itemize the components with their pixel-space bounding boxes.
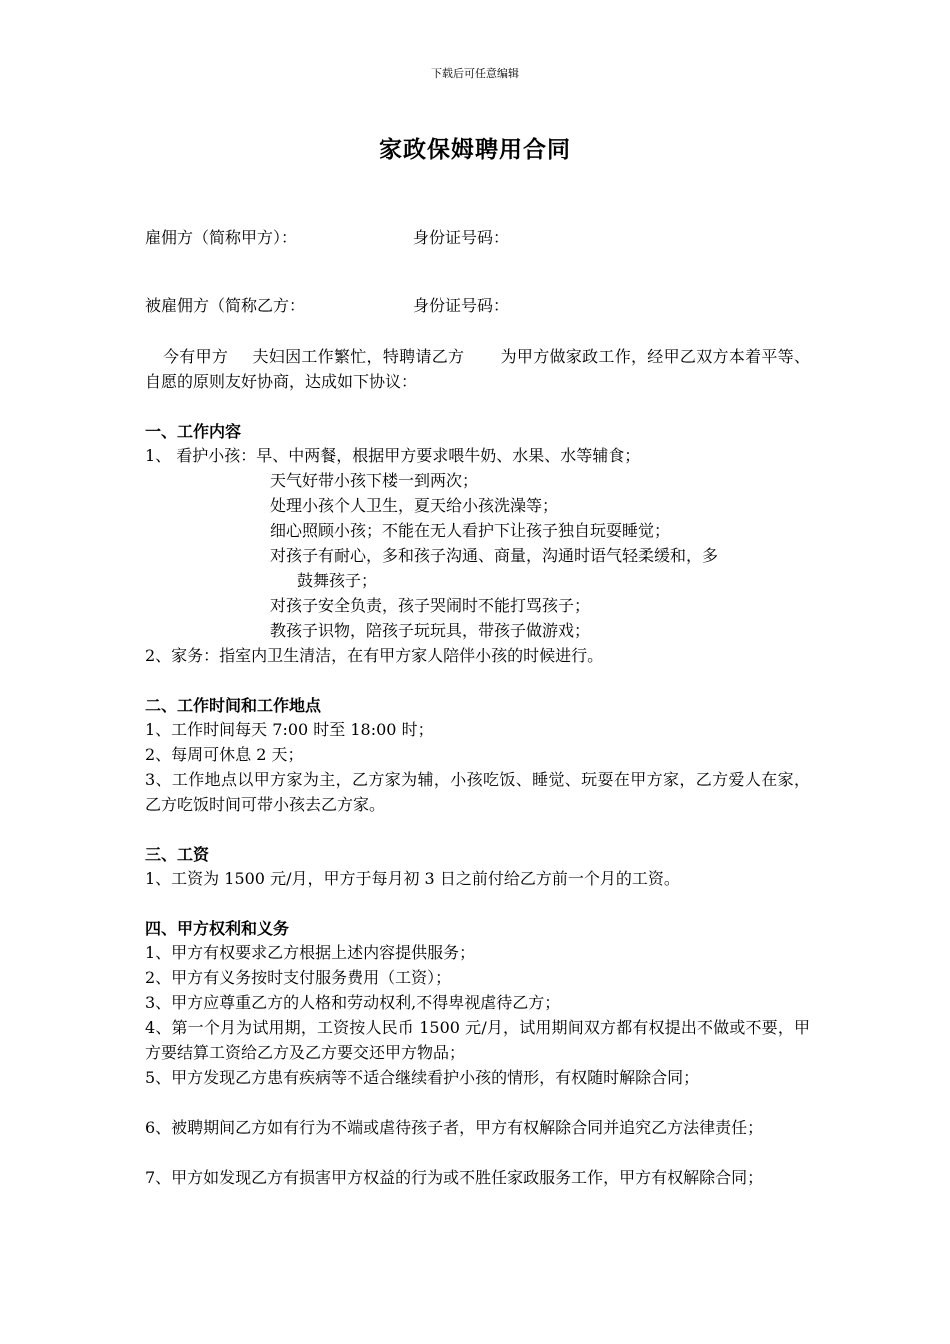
section-4-item-3: 3、甲方应尊重乙方的人格和劳动权利,不得卑视虐待乙方； [145,993,561,1012]
section-1-subitem: 处理小孩个人卫生，夏天给小孩洗澡等； [270,496,559,515]
section-1-subitem: 细心照顾小孩；不能在无人看护下让孩子独自玩耍睡觉； [270,521,671,540]
header-note: 下载后可任意编辑 [431,67,519,80]
section-4-item-7: 7、甲方如发现乙方有损害甲方权益的行为或不胜任家政服务工作，甲方有权解除合同； [145,1168,764,1187]
section-1-subitem: 天气好带小孩下楼一到两次； [270,471,479,490]
employee-id-label: 身份证号码： [413,296,510,315]
section-4-item-1: 1、甲方有权要求乙方根据上述内容提供服务； [145,943,476,962]
section-2-item-3: 3、工作地点以甲方家为主，乙方家为辅，小孩吃饭、睡觉、玩耍在甲方家，乙方爱人在家，乙方吃饭时间可带小孩去乙方家。 [145,770,810,814]
section-4-item-5: 5、甲方发现乙方患有疾病等不适合继续看护小孩的情形，有权随时解除合同； [145,1068,700,1087]
section-4-item-6: 6、被聘期间乙方如有行为不端或虐待孩子者，甲方有权解除合同并追究乙方法律责任； [145,1118,764,1137]
section-1-subitem: 对孩子有耐心，多和孩子沟通、商量，沟通时语气轻柔缓和，多 [270,546,719,565]
section-1-subitem: 对孩子安全负责，孩子哭闹时不能打骂孩子； [270,596,591,615]
section-1-item-2: 2、家务：指室内卫生清洁，在有甲方家人陪伴小孩的时候进行。 [145,646,604,665]
section-4-item-2: 2、甲方有义务按时支付服务费用（工资）； [145,968,452,987]
employer-id-label: 身份证号码： [413,228,510,247]
section-1-subitem: 教孩子识物，陪孩子玩玩具，带孩子做游戏； [270,621,591,640]
section-1-subitem: 鼓舞孩子； [297,571,378,590]
intro-part-3: 为甲方做家政工作，经甲乙双方本着平等、自愿的原则友好协商，达成如下协议： [145,347,810,391]
section-1-heading: 一、工作内容 [145,422,242,441]
section-4-item-4: 4、第一个月为试用期，工资按人民币 1500 元/月，试用期间双方都有权提出不做或不要，甲方要结算工资给乙方及乙方要交还甲方物品； [145,1018,810,1062]
page-title: 家政保姆聘用合同 [379,136,571,163]
intro-paragraph [145,344,810,394]
employee-label: 被雇佣方（简称乙方： [145,296,306,315]
employer-label: 雇佣方（简称甲方）： [145,228,298,247]
intro-part-2: 夫妇因工作繁忙，特聘请乙方 [252,347,465,366]
section-1-item-1: 1、 看护小孩：早、中两餐，根据甲方要求喂牛奶、水果、水等辅食； [145,446,641,465]
section-2-item-1: 1、工作时间每天 7:00 时至 18:00 时； [145,720,434,739]
section-3-heading: 三、工资 [145,845,210,864]
section-2-heading: 二、工作时间和工作地点 [145,696,322,715]
section-3-item-1: 1、工资为 1500 元/月，甲方于每月初 3 日之前付给乙方前一个月的工资。 [145,869,680,888]
intro-part-1: 今有甲方 [163,347,229,366]
section-4-heading: 四、甲方权利和义务 [145,919,290,938]
section-2-item-2: 2、每周可休息 2 天； [145,745,304,764]
